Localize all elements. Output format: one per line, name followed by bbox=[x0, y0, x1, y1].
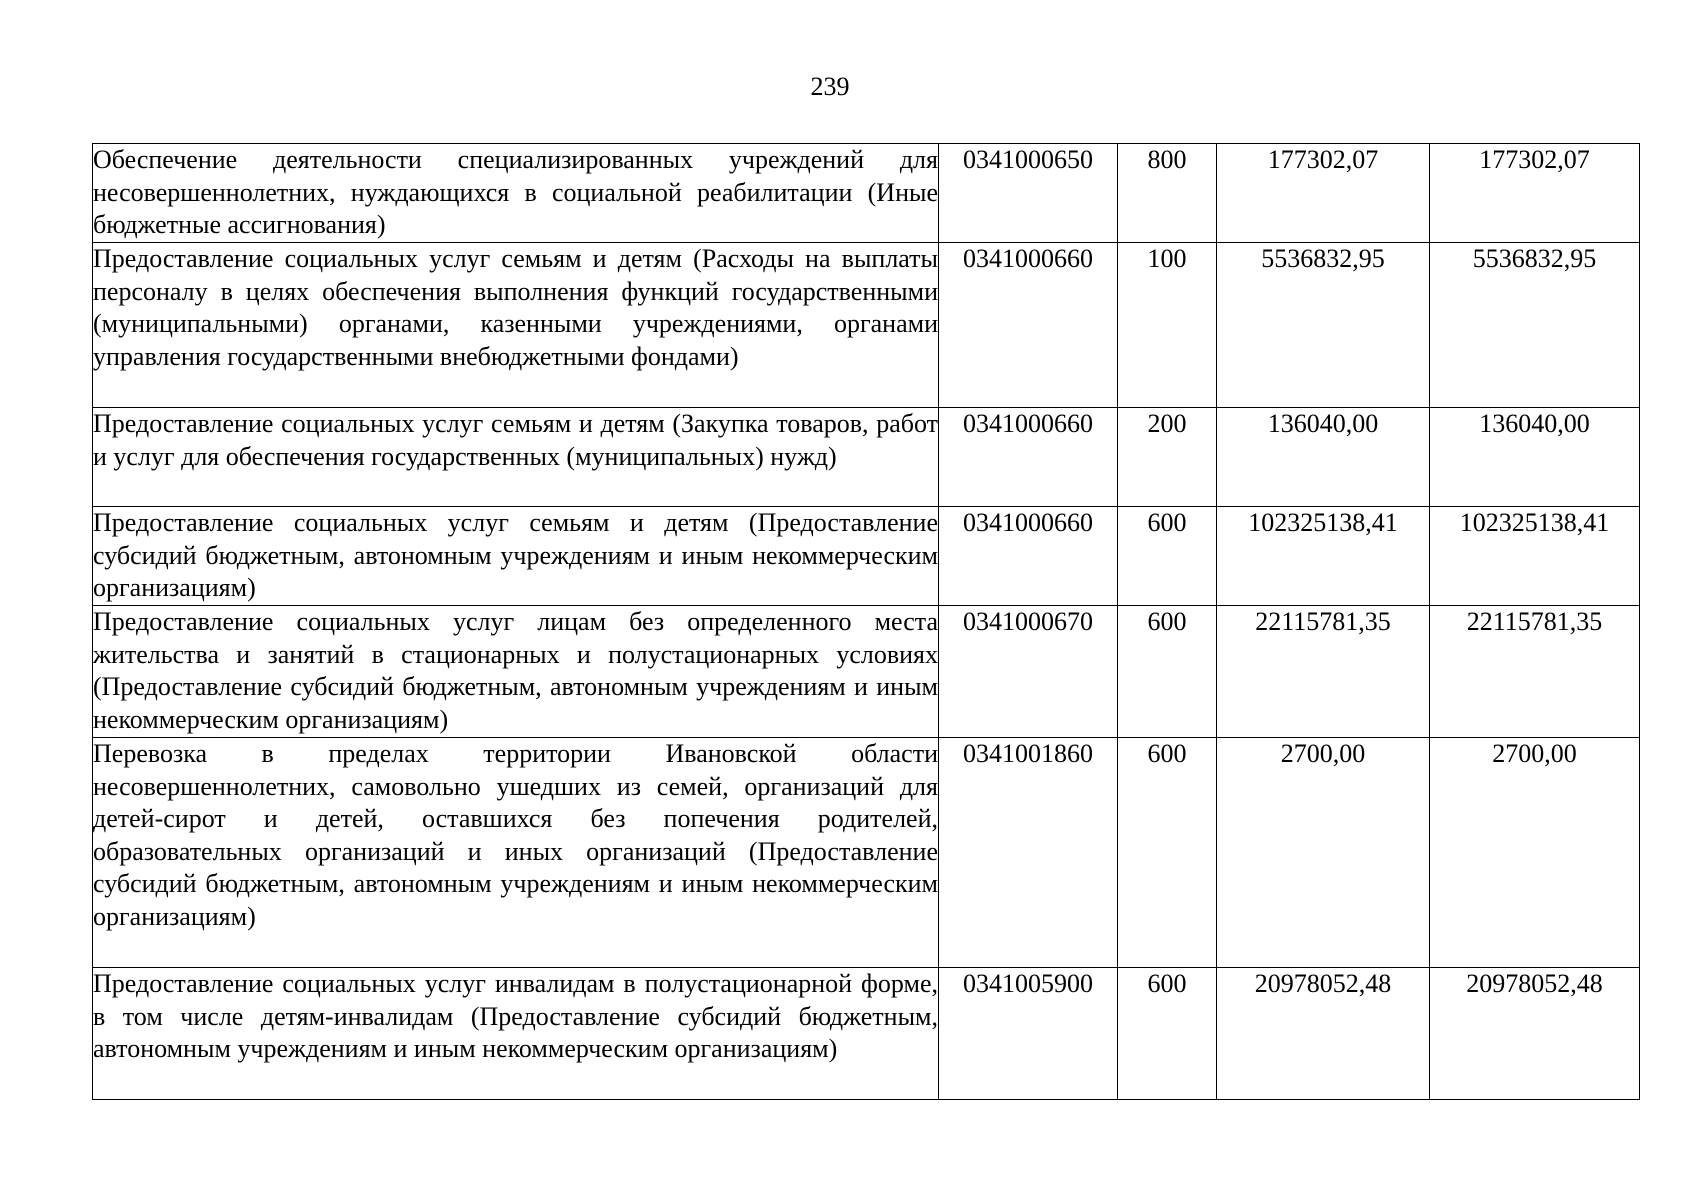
budget-table bbox=[92, 143, 1640, 1100]
row-target-code: 0341000660 bbox=[939, 507, 1118, 606]
table-row bbox=[93, 507, 1640, 606]
table-row bbox=[93, 243, 1640, 408]
table-row bbox=[93, 968, 1640, 1100]
row-description: Предоставление социальных услуг инвалидам в полустационарной форме, в том числе детям-инвалидам (Предоставление субсидий бюджетным, автономным учреждениям и иным некоммерческим организациям) bbox=[93, 968, 939, 1100]
row-amount-1: 136040,00 bbox=[1217, 408, 1430, 507]
row-expense-type: 600 bbox=[1118, 606, 1217, 738]
row-amount-2: 177302,07 bbox=[1430, 144, 1640, 243]
row-amount-2: 2700,00 bbox=[1430, 738, 1640, 968]
row-description: Перевозка в пределах территории Ивановской области несовершеннолетних, самовольно ушедших из семей, организаций для детей-сирот и детей, оставшихся без попечения родителей, образовательных организаций и иных организаций (Предоставление субсидий бюджетным, автономным учреждениям и иным некоммерческим организациям) bbox=[93, 738, 939, 968]
row-expense-type: 600 bbox=[1118, 738, 1217, 968]
row-target-code: 0341000650 bbox=[939, 144, 1118, 243]
row-amount-1: 22115781,35 bbox=[1217, 606, 1430, 738]
row-expense-type: 100 bbox=[1118, 243, 1217, 408]
table-row bbox=[93, 606, 1640, 738]
table-row bbox=[93, 408, 1640, 507]
row-amount-1: 20978052,48 bbox=[1217, 968, 1430, 1100]
row-expense-type: 200 bbox=[1118, 408, 1217, 507]
row-amount-2: 102325138,41 bbox=[1430, 507, 1640, 606]
row-amount-2: 22115781,35 bbox=[1430, 606, 1640, 738]
page-number: 239 bbox=[810, 72, 850, 101]
row-expense-type: 800 bbox=[1118, 144, 1217, 243]
row-amount-1: 2700,00 bbox=[1217, 738, 1430, 968]
row-description: Обеспечение деятельности специализированных учреждений для несовершеннолетних, нуждающихся в социальной реабилитации (Иные бюджетные ассигнования) bbox=[93, 144, 939, 243]
row-expense-type: 600 bbox=[1118, 507, 1217, 606]
row-description: Предоставление социальных услуг семьям и детям (Закупка товаров, работ и услуг для обеспечения государственных (муниципальных) нужд) bbox=[93, 408, 939, 507]
row-expense-type: 600 bbox=[1118, 968, 1217, 1100]
row-amount-1: 177302,07 bbox=[1217, 144, 1430, 243]
row-target-code: 0341005900 bbox=[939, 968, 1118, 1100]
row-target-code: 0341000670 bbox=[939, 606, 1118, 738]
row-description: Предоставление социальных услуг лицам без определенного места жительства и занятий в стационарных и полустационарных условиях (Предоставление субсидий бюджетным, автономным учреждениям и иным некоммерческим организациям) bbox=[93, 606, 939, 738]
row-amount-2: 5536832,95 bbox=[1430, 243, 1640, 408]
row-amount-2: 136040,00 bbox=[1430, 408, 1640, 507]
row-amount-2: 20978052,48 bbox=[1430, 968, 1640, 1100]
row-target-code: 0341000660 bbox=[939, 408, 1118, 507]
row-target-code: 0341000660 bbox=[939, 243, 1118, 408]
row-target-code: 0341001860 bbox=[939, 738, 1118, 968]
row-description: Предоставление социальных услуг семьям и детям (Расходы на выплаты персоналу в целях обеспечения выполнения функций государственными (муниципальными) органами, казенными учреждениями, органами управления государственными внебюджетными фондами) bbox=[93, 243, 939, 408]
row-amount-1: 5536832,95 bbox=[1217, 243, 1430, 408]
row-amount-1: 102325138,41 bbox=[1217, 507, 1430, 606]
row-description: Предоставление социальных услуг семьям и детям (Предоставление субсидий бюджетным, автономным учреждениям и иным некоммерческим организациям) bbox=[93, 507, 939, 606]
table-row bbox=[93, 144, 1640, 243]
table-row bbox=[93, 738, 1640, 968]
